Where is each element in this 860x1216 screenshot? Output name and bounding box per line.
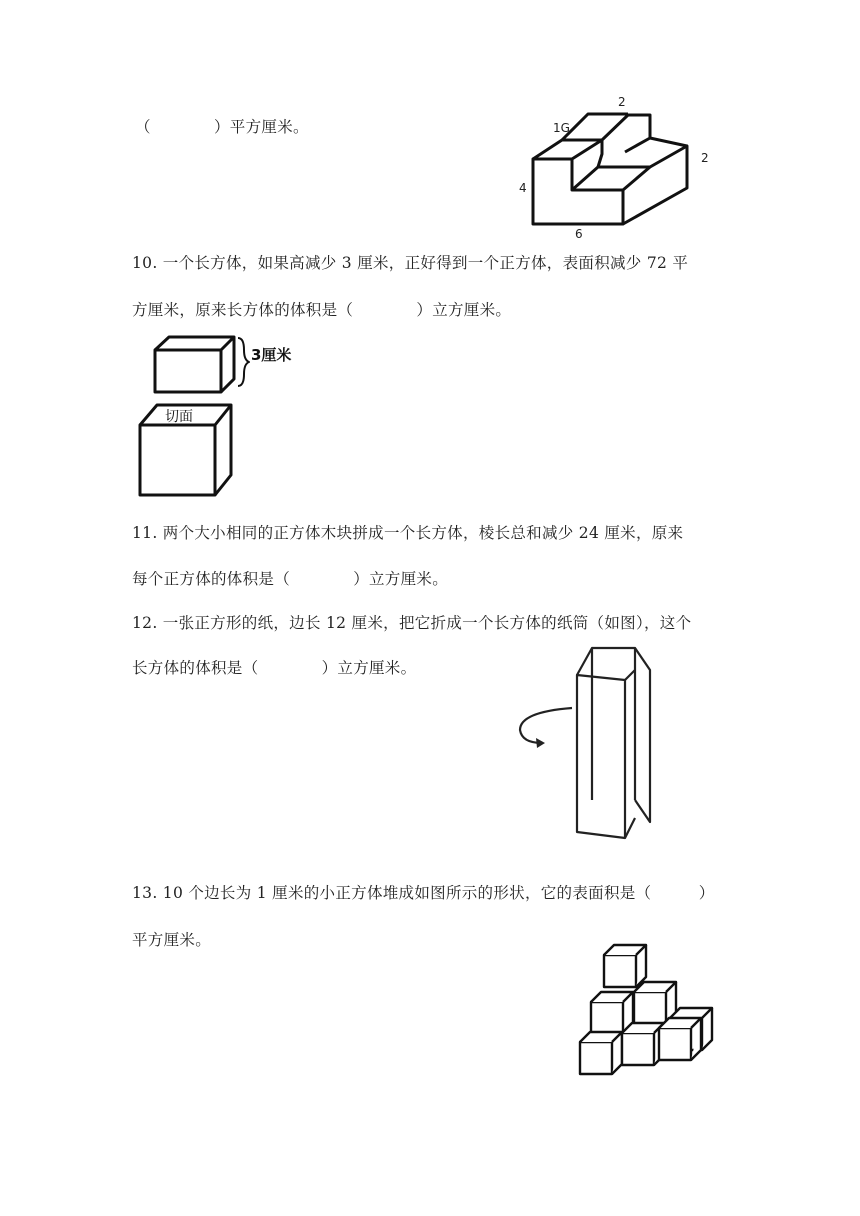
stairs-label-right: 2 (701, 151, 709, 165)
stairs-label-left-top: 1G (553, 121, 570, 135)
stairs-label-top: 2 (618, 95, 626, 109)
q11-line-2: 每个正方体的体积是（ ）立方厘米。 (132, 570, 449, 588)
cuboid-cut-figure (125, 330, 325, 505)
stairs-figure (515, 92, 725, 242)
q12-line-1: 12. 一张正方形的纸，边长 12 厘米，把它折成一个长方体的纸筒（如图），这个 (132, 614, 692, 632)
cube-stack-figure (575, 935, 725, 1080)
q10-line-1: 10. 一个长方体，如果高减少 3 厘米，正好得到一个正方体，表面积减少 72 平 (132, 254, 689, 272)
paper-tube-figure (510, 640, 690, 845)
q11-line-1: 11. 两个大小相同的正方体木块拼成一个长方体，棱长总和减少 24 厘米，原来 (132, 524, 684, 542)
height-label: 3厘米 (251, 346, 292, 364)
q12-line-2: 长方体的体积是（ ）立方厘米。 (132, 659, 417, 677)
cut-face-label: 切面 (165, 409, 193, 425)
q13-line-2: 平方厘米。 (132, 931, 212, 949)
stairs-label-left: 4 (519, 181, 527, 195)
q9-answer-line: （ ）平方厘米。 (135, 118, 309, 136)
q10-line-2: 方厘米，原来长方体的体积是（ ）立方厘米。 (132, 301, 512, 319)
q13-line-1: 13. 10 个边长为 1 厘米的小正方体堆成如图所示的形状，它的表面积是（ ） (132, 884, 715, 902)
stairs-label-bottom: 6 (575, 227, 583, 241)
